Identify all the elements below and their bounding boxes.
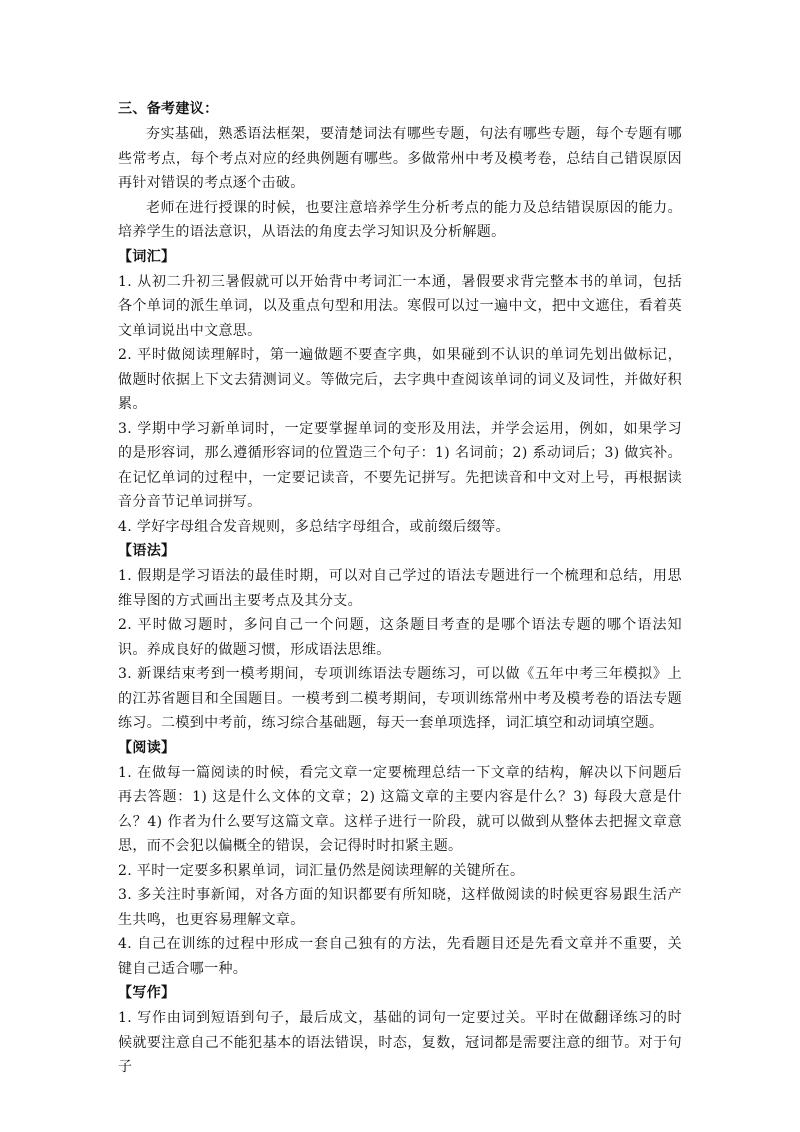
list-item: 4. 自己在训练的过程中形成一套自己独有的方法，先看题目还是先看文章并不重要，关键自己适合哪一种。 bbox=[118, 936, 682, 977]
document-page bbox=[118, 97, 682, 1080]
section-title-reading: 【阅读】 bbox=[118, 739, 176, 756]
list-item: 1. 假期是学习语法的最佳时期，可以对自己学过的语法专题进行一个梳理和总结，用思维导图的方式画出主要考点及其分支。 bbox=[118, 568, 682, 609]
list-item: 1. 从初二升初三暑假就可以开始背中考词汇一本通，暑假要求背完整本书的单词，包括各个单词的派生单词，以及重点句型和用法。寒假可以过一遍中文，把中文遮住，看着英文单词说出中文意思。 bbox=[118, 273, 682, 339]
list-item: 1. 写作由词到短语到句子，最后成文，基础的词句一定要过关。平时在做翻译练习的时候就要注意自己不能犯基本的语法错误，时态，复数，冠词都是需要注意的细节。对于句子 bbox=[118, 1010, 682, 1075]
list-item: 1. 在做每一篇阅读的时候，看完文章一定要梳理总结一下文章的结构，解决以下问题后再去答题：1) 这是什么文体的文章；2) 这篇文章的主要内容是什么？3) 每段大意是什么？4) 作者为什么要写这篇文章。这样子进行一阶段，就可以做到从整体去把握文章意思，而不会犯以偏概全的错误，会记得时时扣紧主题。 bbox=[118, 764, 682, 854]
list-item: 3. 学期中学习新单词时，一定要掌握单词的变形及用法，并学会运用，例如，如果学习的是形容词，那么遵循形容词的位置造三个句子：1) 名词前；2) 系动词后；3) 做宾补。在记忆单词的过程中，一定要记读音，不要先记拼写。先把读音和中文对上号，再根据读音分音节记单词拼写。 bbox=[118, 420, 682, 510]
list-item: 2. 平时做习题时，多问自己一个问题，这条题目考查的是哪个语法专题的哪个语法知识。养成良好的做题习惯，形成语法思维。 bbox=[118, 617, 682, 658]
intro-paragraph-2: 老师在进行授课的时候，也要注意培养学生分析考点的能力及总结错误原因的能力。培养学生的语法意识，从语法的角度去学习知识及分析解题。 bbox=[118, 199, 682, 240]
intro-paragraph-1: 夯实基础，熟悉语法框架，要清楚词法有哪些专题，句法有哪些专题，每个专题有哪些常考点，每个考点对应的经典例题有哪些。多做常州中考及模考卷，总结自己错误原因再针对错误的考点逐个击破。 bbox=[118, 126, 682, 191]
section-heading: 三、备考建议： bbox=[118, 101, 219, 117]
section-title-grammar: 【语法】 bbox=[118, 543, 176, 559]
list-item: 3. 新课结束考到一模考期间，专项训练语法专题练习，可以做《五年中考三年模拟》上的江苏省题目和全国题目。一模考到二模考期间，专项训练常州中考及模考卷的语法专题练习。二模到中考前，练习综合基础题，每天一套单项选择，词汇填空和动词填空题。 bbox=[118, 666, 682, 731]
section-title-writing: 【写作】 bbox=[118, 985, 176, 1001]
list-item: 4. 学好字母组合发音规则，多总结字母组合，或前缀后缀等。 bbox=[118, 518, 510, 535]
list-item: 2. 平时一定要多积累单词，词汇量仍然是阅读理解的关键所在。 bbox=[118, 862, 525, 879]
list-item: 3. 多关注时事新闻，对各方面的知识都要有所知晓，这样做阅读的时候更容易跟生活产生共鸣，也更容易理解文章。 bbox=[118, 887, 682, 928]
section-title-vocabulary: 【词汇】 bbox=[118, 248, 176, 265]
list-item: 2. 平时做阅读理解时，第一遍做题不要查字典，如果碰到不认识的单词先划出做标记，做题时依据上下文去猜测词义。等做完后，去字典中查阅该单词的词义及词性，并做好积累。 bbox=[118, 347, 682, 412]
